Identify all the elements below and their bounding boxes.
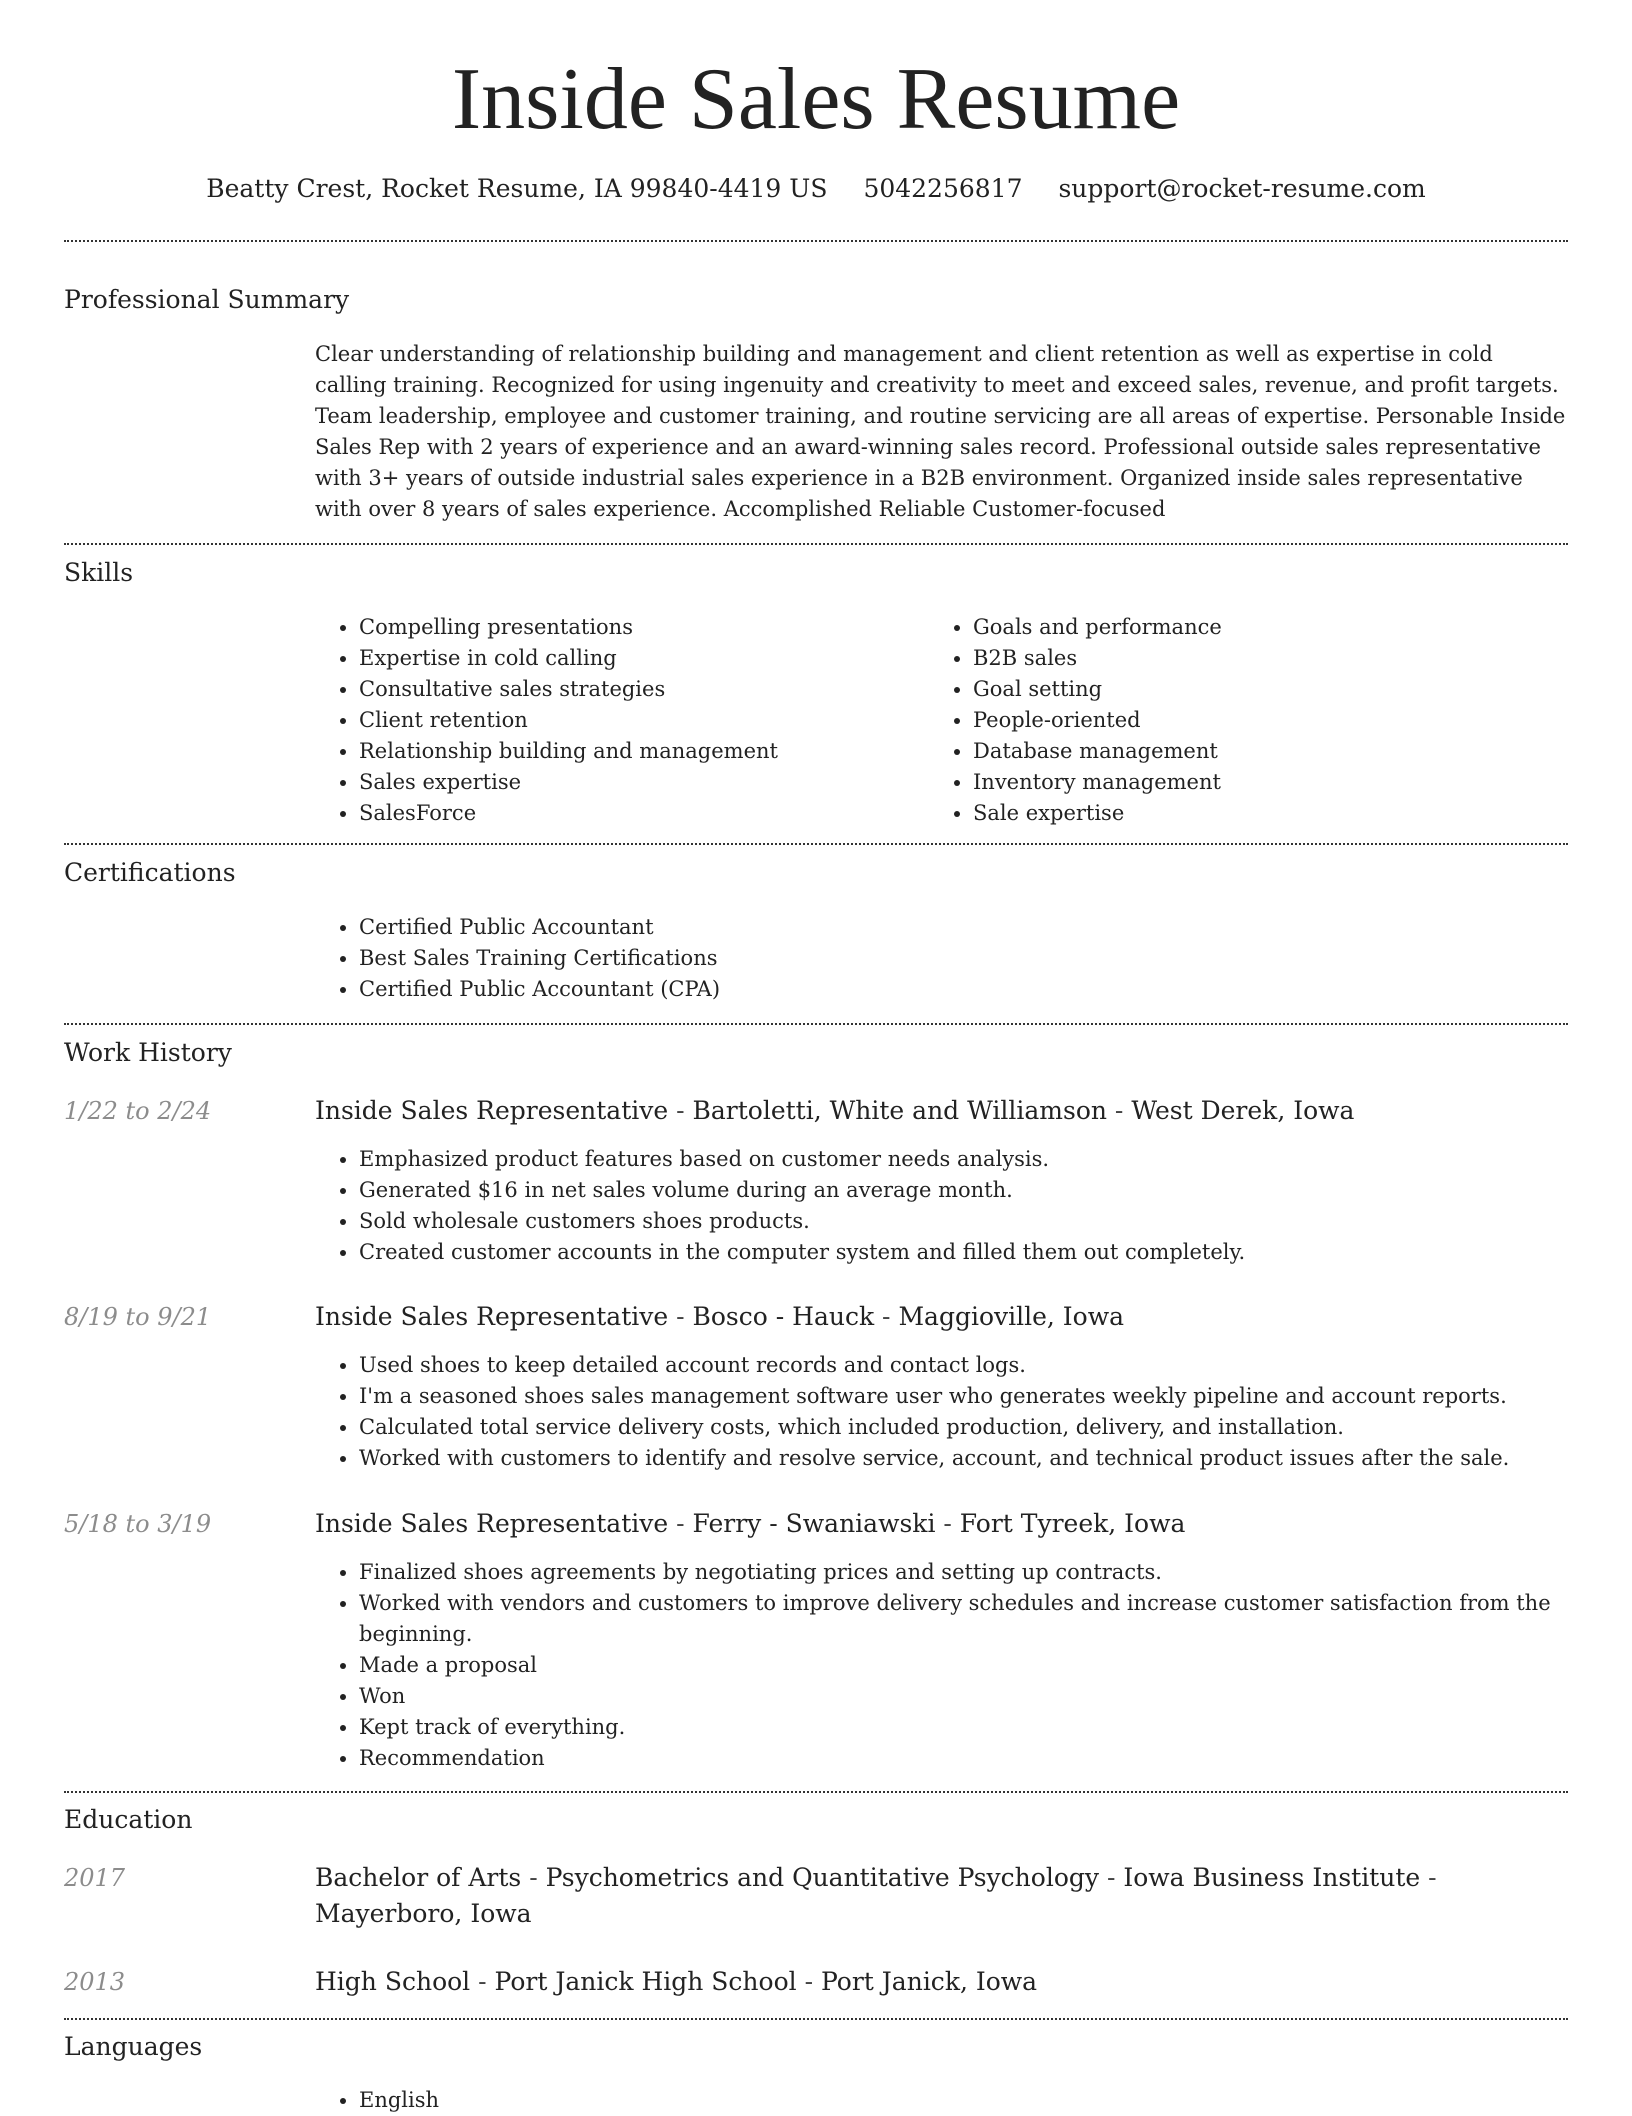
job-bullet: • Worked with vendors and customers to improve delivery schedules and increase customer satisfaction from the beginning.: [359, 1588, 1568, 1650]
language-item: • English: [359, 2085, 1568, 2116]
job-title-line: Inside Sales Representative - Ferry - Swaniawski - Fort Tyreek, Iowa: [315, 1509, 1186, 1538]
job-bullet: • Created customer accounts in the computer system and filled them out completely.: [359, 1237, 1568, 1268]
job-bullets: [315, 1350, 1568, 1474]
resume-title: Inside Sales Resume: [451, 51, 1181, 148]
education-heading: Education: [64, 1805, 193, 1834]
education-school: Iowa Business Institute: [1123, 1863, 1421, 1892]
job-bullet: • Kept track of everything.: [359, 1712, 1568, 1743]
job-bullets: [315, 1144, 1568, 1268]
education-school: Port Janick High School: [494, 1967, 797, 1996]
education-entry: Bachelor of Arts - Psychometrics and Quantitative Psychology - Iowa Business Institute - Mayerboro, Iowa: [315, 1863, 1437, 1928]
education-location: Port Janick, Iowa: [820, 1967, 1038, 1996]
certifications-heading: Certifications: [64, 858, 236, 887]
skill-item: • Sales expertise: [359, 767, 915, 798]
education-divider: [64, 2018, 1568, 2020]
skills-column-right: [929, 612, 1529, 829]
skill-item: • Expertise in cold calling: [359, 643, 915, 674]
skills-column-left: [315, 612, 915, 829]
education-entry: High School - Port Janick High School - Port Janick, Iowa: [315, 1967, 1038, 1996]
job-bullet: • Generated $16 in net sales volume during an average month.: [359, 1175, 1568, 1206]
summary-heading: Professional Summary: [64, 285, 350, 314]
job-company: Bosco - Hauck: [692, 1302, 875, 1331]
contact-phone: 5042256817: [863, 174, 1023, 203]
job-title-line: Inside Sales Representative - Bosco - Hauck - Maggioville, Iowa: [315, 1302, 1125, 1331]
education-degree: Bachelor of Arts: [315, 1863, 522, 1892]
job-title: Inside Sales Representative: [315, 1302, 669, 1331]
skill-item: • People-oriented: [973, 705, 1529, 736]
skill-item: • Relationship building and management: [359, 736, 915, 767]
job-company: Bartoletti, White and Williamson: [692, 1096, 1107, 1125]
skills-heading: Skills: [64, 558, 134, 587]
certification-item: • Best Sales Training Certifications: [359, 943, 1568, 974]
certifications-divider: [64, 1023, 1568, 1025]
job-bullet: • Finalized shoes agreements by negotiating prices and setting up contracts.: [359, 1557, 1568, 1588]
job-dates: 5/18 to 3/19: [64, 1510, 212, 1538]
job-location: Fort Tyreek, Iowa: [959, 1509, 1186, 1538]
work-heading: Work History: [64, 1038, 232, 1067]
summary-section: [315, 339, 1568, 525]
summary-divider: [64, 543, 1568, 545]
skill-item: • Goal setting: [973, 674, 1529, 705]
certification-item: • Certified Public Accountant: [359, 912, 1568, 943]
job-location: West Derek, Iowa: [1131, 1096, 1355, 1125]
skills-section: [315, 612, 1568, 832]
job-title: Inside Sales Representative: [315, 1509, 669, 1538]
job-bullet: • Used shoes to keep detailed account records and contact logs.: [359, 1350, 1568, 1381]
skill-item: • Consultative sales strategies: [359, 674, 915, 705]
education-location: Mayerboro, Iowa: [315, 1899, 532, 1928]
education-year: 2017: [64, 1864, 126, 1892]
skills-divider: [64, 843, 1568, 845]
job-location: Maggioville, Iowa: [898, 1302, 1125, 1331]
languages-section: [315, 2085, 1568, 2116]
job-dates: 1/22 to 2/24: [64, 1097, 212, 1125]
contact-address: Beatty Crest, Rocket Resume, IA 99840-4419 US: [206, 174, 828, 203]
job-bullet: • Recommendation: [359, 1743, 1568, 1774]
skill-item: • Inventory management: [973, 767, 1529, 798]
certification-item: • Certified Public Accountant (CPA): [359, 974, 1568, 1005]
job-bullet: • Emphasized product features based on customer needs analysis.: [359, 1144, 1568, 1175]
job-bullet: • I'm a seasoned shoes sales management software user who generates weekly pipeline and account reports.: [359, 1381, 1568, 1412]
certifications-section: [315, 912, 1568, 1005]
skill-item: • Database management: [973, 736, 1529, 767]
job-title: Inside Sales Representative: [315, 1096, 669, 1125]
job-title-line: Inside Sales Representative - Bartoletti, White and Williamson - West Derek, Iowa: [315, 1096, 1355, 1125]
job-bullets: [315, 1557, 1568, 1774]
skill-item: • Compelling presentations: [359, 612, 915, 643]
header-divider: [64, 240, 1568, 242]
job-bullet: • Calculated total service delivery costs, which included production, delivery, and installation.: [359, 1412, 1568, 1443]
work-divider: [64, 1791, 1568, 1793]
skill-item: • Client retention: [359, 705, 915, 736]
contact-line: [64, 171, 1568, 207]
job-company: Ferry - Swaniawski: [692, 1509, 936, 1538]
skill-item: • SalesForce: [359, 798, 915, 829]
education-field: Psychometrics and Quantitative Psychology: [545, 1863, 1100, 1892]
skill-item: • Goals and performance: [973, 612, 1529, 643]
summary-text: Clear understanding of relationship building and management and client retention as well as expertise in cold calling training. Recognized for using ingenuity and creativity to meet and exceed sales, revenue, and profit targets. Team leadership, employee and customer training, and routine servicing are all areas of expertise. Personable Inside Sales Rep with 2 years of experience and an award-winning sales record. Professional outside sales representative with 3+ years of outside industrial sales experience in a B2B environment. Organized inside sales representative with over 8 years of sales experience. Accomplished Reliable Customer-focused: [315, 342, 1566, 521]
education-degree: High School: [315, 1967, 471, 1996]
skill-item: • B2B sales: [973, 643, 1529, 674]
job-bullet: • Sold wholesale customers shoes products.: [359, 1206, 1568, 1237]
skill-item: • Sale expertise: [973, 798, 1529, 829]
languages-heading: Languages: [64, 2032, 203, 2061]
job-bullet: • Made a proposal: [359, 1650, 1568, 1681]
education-year: 2013: [64, 1968, 126, 1996]
job-bullet: • Worked with customers to identify and resolve service, account, and technical product issues after the sale.: [359, 1443, 1568, 1474]
job-bullet: • Won: [359, 1681, 1568, 1712]
job-dates: 8/19 to 9/21: [64, 1303, 212, 1331]
contact-email: support@rocket-resume.com: [1058, 174, 1426, 203]
